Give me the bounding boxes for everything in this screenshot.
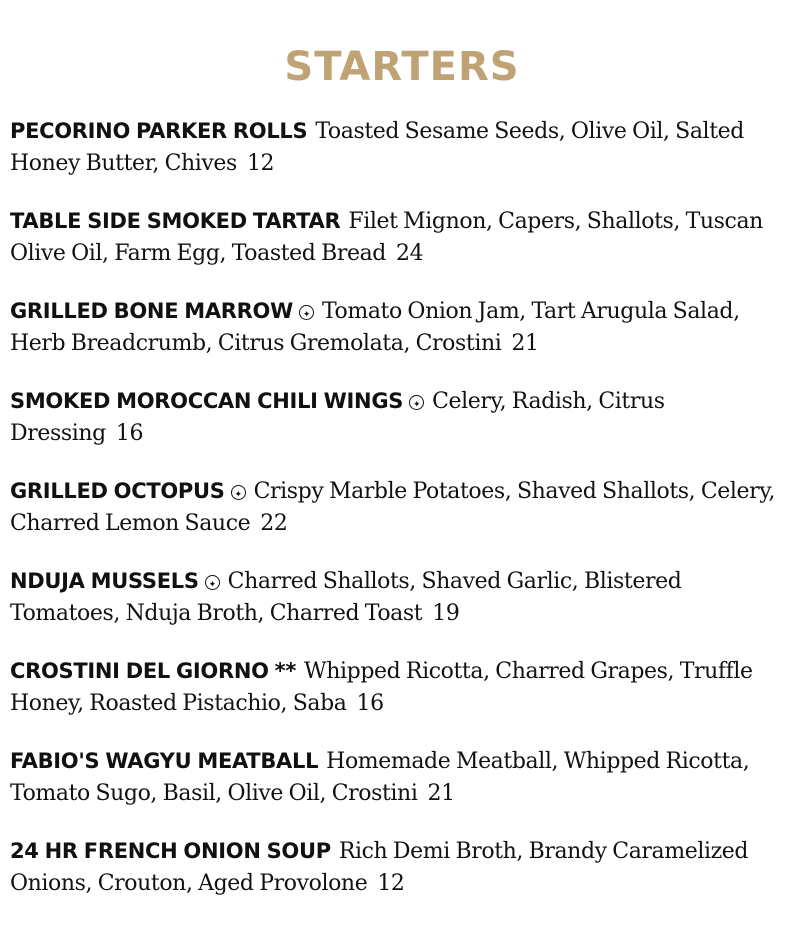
menu-item-description: Toasted Sesame Seeds, Olive Oil, Salted Honey Butter, Chives <box>10 119 744 176</box>
menu-item-price: 12 <box>246 151 275 176</box>
menu-item-price: 12 <box>377 871 405 896</box>
menu-item-description: Homemade Meatball, Whipped Ricotta, Tomato Sugo, Basil, Olive Oil, Crostini <box>10 749 750 806</box>
wheat-icon <box>409 395 424 410</box>
menu-item-name: GRILLED OCTOPUS <box>10 479 225 503</box>
menu-item <box>10 655 790 745</box>
menu-item-price: 21 <box>511 331 539 356</box>
menu-item-price: 16 <box>356 691 384 716</box>
menu-item-name: FABIO'S WAGYU MEATBALL <box>10 749 319 773</box>
menu-item <box>10 115 790 205</box>
menu-item <box>10 745 790 835</box>
wheat-icon <box>205 575 220 590</box>
menu-item <box>10 565 790 655</box>
wheat-icon <box>299 305 314 320</box>
menu-item <box>10 385 790 475</box>
menu-item <box>10 835 790 925</box>
menu-item-price: 16 <box>115 421 144 446</box>
menu-item-price: 19 <box>432 601 460 626</box>
menu-item-name: SMOKED MOROCCAN CHILI WINGS <box>10 389 404 413</box>
menu-item-name: 24 HR FRENCH ONION SOUP <box>10 839 331 863</box>
menu-item-price: 22 <box>260 511 288 536</box>
menu-item-name: PECORINO PARKER ROLLS <box>10 119 308 143</box>
menu-item <box>10 475 790 565</box>
menu-section-title: STARTERS <box>284 44 520 90</box>
menu-item-name: CROSTINI DEL GIORNO ** <box>10 659 297 683</box>
menu-item-name: NDUJA MUSSELS <box>10 569 199 593</box>
menu-item <box>10 295 790 385</box>
menu-item-description: Whipped Ricotta, Charred Grapes, Truffle Honey, Roasted Pistachio, Saba <box>10 659 753 716</box>
menu-item-description: Celery, Radish, Citrus Dressing <box>10 389 665 446</box>
menu-item-description: Rich Demi Broth, Brandy Caramelized Onions, Crouton, Aged Provolone <box>10 839 749 896</box>
menu-item <box>10 205 790 295</box>
menu-item-description: Filet Mignon, Capers, Shallots, Tuscan Olive Oil, Farm Egg, Toasted Bread <box>10 209 763 266</box>
menu-item-description: Crispy Marble Potatoes, Shaved Shallots, Celery, Charred Lemon Sauce <box>10 479 775 536</box>
menu-item-name: TABLE SIDE SMOKED TARTAR <box>10 209 341 233</box>
menu-item-description: Charred Shallots, Shaved Garlic, Blistered Tomatoes, Nduja Broth, Charred Toast <box>10 569 682 626</box>
menu-item-price: 21 <box>427 781 455 806</box>
menu-item-price: 24 <box>395 241 424 266</box>
menu-item-name: GRILLED BONE MARROW <box>10 299 293 323</box>
menu-item-description: Tomato Onion Jam, Tart Arugula Salad, Herb Breadcrumb, Citrus Gremolata, Crostini <box>10 299 740 356</box>
wheat-icon <box>231 485 246 500</box>
menu-item-list <box>10 115 790 925</box>
